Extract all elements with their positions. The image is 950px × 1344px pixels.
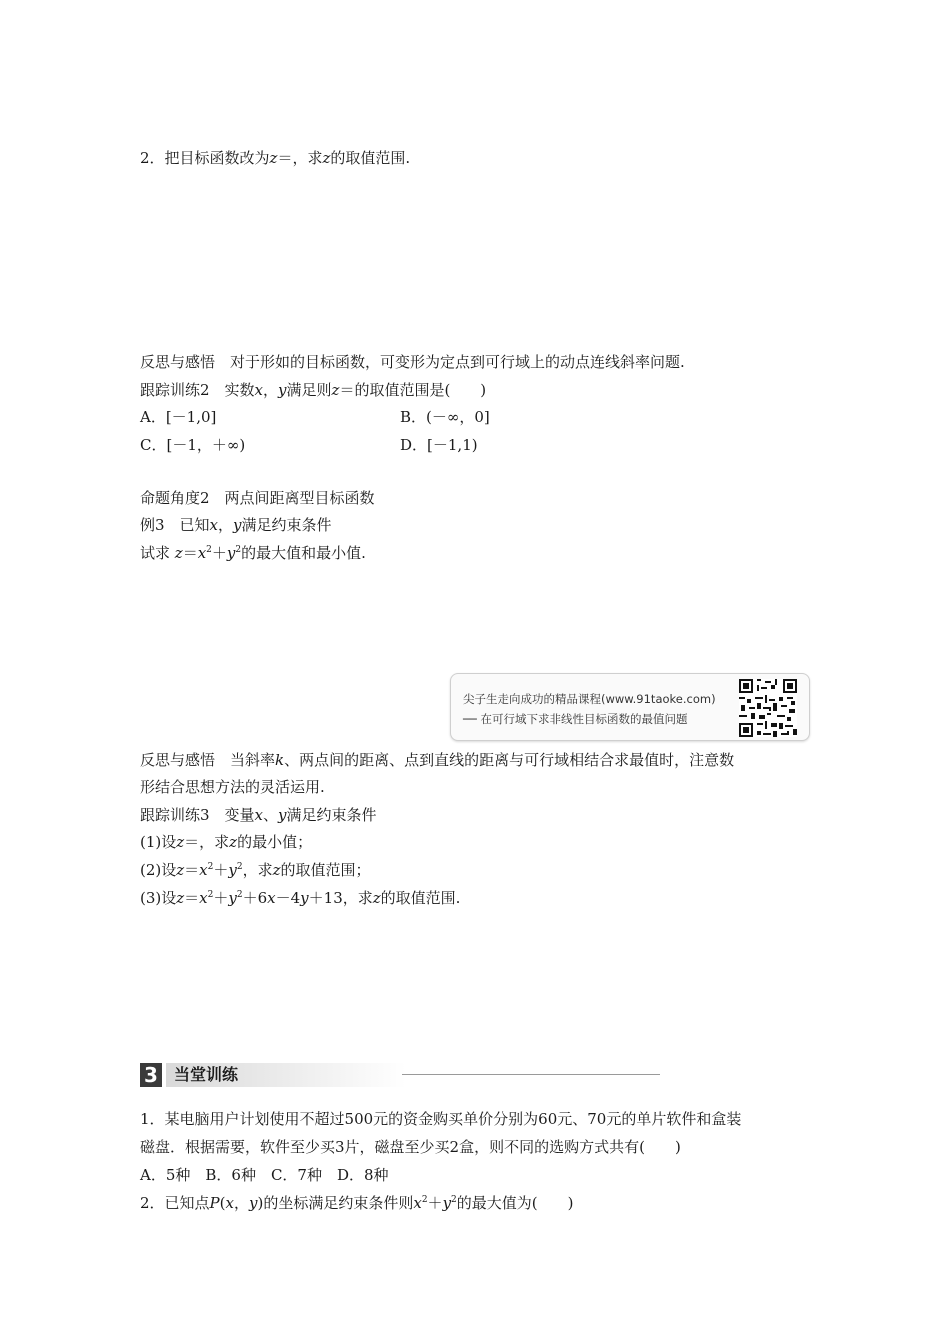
sub2-text: (2)设 <box>140 861 177 879</box>
track2-text: 跟踪训练2 实数 <box>140 381 255 399</box>
exponent: 2 <box>451 1195 457 1205</box>
try3-text: 试求 <box>140 544 175 562</box>
promo-line-2: ── 在可行域下求非线性目标函数的最值问题 <box>463 712 688 726</box>
exponent: 2 <box>207 862 214 872</box>
sub-question-1 <box>140 832 312 852</box>
p2-text: 的最大值为( ) <box>456 1194 574 1212</box>
ex3-text: ， <box>218 516 234 534</box>
var-y: y <box>233 516 242 534</box>
var-z: z <box>229 833 238 851</box>
practice-1-line-1: 1．某电脑用户计划使用不超过500元的资金购买单价分别为60元、70元的单片软件和盒装 <box>140 1110 742 1128</box>
topic-angle-2: 命题角度2 两点间距离型目标函数 <box>140 489 375 507</box>
sub3-text: (3)设 <box>140 889 177 907</box>
practice-1-line-2: 磁盘．根据需要，软件至少买3片，磁盘至少买2盒，则不同的选购方式共有( ) <box>140 1138 681 1156</box>
var-y: y <box>300 889 309 907</box>
reflect2-text: 、两点间的距离、点到直线的距离与可行域相结合求最值时，注意数 <box>284 751 735 769</box>
track2-text: ＝的取值范围是( ) <box>339 381 487 399</box>
reflect2-text: 反思与感悟 当斜率 <box>140 751 276 769</box>
section-divider <box>402 1074 660 1075</box>
sub3-text: ＋ <box>213 889 229 907</box>
q2-text: ＝，求 <box>277 149 323 167</box>
var-z: z <box>272 861 281 879</box>
practice-1-options: A．5种 B．6种 C．7种 D．8种 <box>140 1166 389 1184</box>
exponent: 2 <box>236 862 243 872</box>
p2-text: 2．已知点 <box>140 1194 210 1212</box>
sub1-text: ＝，求 <box>184 833 230 851</box>
p2-text: ， <box>233 1194 249 1212</box>
exponent: 2 <box>236 890 243 900</box>
sub2-text: ＋ <box>213 861 229 879</box>
option-a: A．[－1,0] <box>140 408 217 426</box>
exponent: 2 <box>235 545 242 555</box>
var-x: x <box>225 1194 234 1212</box>
example-3-task <box>140 543 366 563</box>
sub3-text: ＝ <box>184 889 200 907</box>
var-x: x <box>199 861 208 879</box>
try3-text: ＝ <box>182 544 198 562</box>
sub-question-3 <box>140 888 460 908</box>
var-y: y <box>228 889 237 907</box>
var-z: z <box>322 149 331 167</box>
course-promo-banner[interactable] <box>450 673 810 741</box>
tracking-exercise-2 <box>140 380 486 400</box>
track3-text: 满足约束条件 <box>286 806 377 824</box>
sub2-text: ＝ <box>184 861 200 879</box>
sub3-text: ＋6 <box>242 889 268 907</box>
var-x: x <box>199 889 208 907</box>
question-2 <box>140 148 410 168</box>
sub2-text: ，求 <box>242 861 273 879</box>
practice-2 <box>140 1193 574 1213</box>
var-x: x <box>267 889 276 907</box>
reflection-2-line-2: 形结合思想方法的灵活运用. <box>140 778 325 796</box>
var-z: z <box>176 889 185 907</box>
sub1-text: (1)设 <box>140 833 177 851</box>
sub2-text: 的取值范围； <box>280 861 371 879</box>
p2-text: ) <box>257 1194 264 1212</box>
track3-text: 跟踪训练3 变量 <box>140 806 255 824</box>
var-z: z <box>176 861 185 879</box>
tracking-exercise-3 <box>140 805 377 825</box>
sub1-text: 的最小值； <box>237 833 313 851</box>
reflection-1: 反思与感悟 对于形如的目标函数，可变形为定点到可行域上的动点连线斜率问题. <box>140 353 685 371</box>
p2-text: 的坐标满足约束条件则 <box>263 1194 414 1212</box>
qr-code-icon[interactable] <box>739 679 797 737</box>
exponent: 2 <box>421 1195 428 1205</box>
exponent: 2 <box>206 545 212 555</box>
var-y: y <box>228 861 237 879</box>
sub3-text: ＋13，求 <box>308 889 373 907</box>
reflection-2-line-1 <box>140 750 734 770</box>
promo-line-1: 尖子生走向成功的精品课程(www.91taoke.com) <box>463 692 716 706</box>
option-d: D．[－1,1) <box>400 436 478 454</box>
var-z: z <box>269 149 278 167</box>
try3-text: ＋ <box>211 544 227 562</box>
var-x: x <box>197 544 207 562</box>
sub3-text: 的取值范围. <box>380 889 461 907</box>
ex3-text: 例3 已知 <box>140 516 210 534</box>
var-k: k <box>275 751 285 769</box>
p2-text: ( <box>219 1194 226 1212</box>
var-x: x <box>209 516 219 534</box>
var-y: y <box>278 381 287 399</box>
track3-text: 、 <box>263 806 279 824</box>
p2-text: ＋ <box>427 1194 443 1212</box>
exponent: 2 <box>207 890 214 900</box>
q2-text: 的取值范围. <box>330 149 411 167</box>
var-x: x <box>254 381 264 399</box>
var-y: y <box>248 1194 258 1212</box>
sub3-text: －4 <box>275 889 301 907</box>
var-z: z <box>331 381 340 399</box>
var-z: z <box>174 544 183 562</box>
try3-text: 的最大值和最小值. <box>241 544 366 562</box>
section-title: 当堂训练 <box>166 1063 406 1087</box>
var-x: x <box>413 1194 422 1212</box>
var-y: y <box>226 544 236 562</box>
option-c: C．[－1，＋∞) <box>140 436 246 454</box>
var-y: y <box>278 806 287 824</box>
option-b: B．(－∞，0] <box>400 408 490 426</box>
section-number: 3 <box>140 1063 162 1087</box>
var-x: x <box>254 806 264 824</box>
sub-question-2 <box>140 860 371 880</box>
example-3 <box>140 515 332 535</box>
var-p: P <box>209 1194 220 1212</box>
q2-text: 2．把目标函数改为 <box>140 149 270 167</box>
var-z: z <box>176 833 185 851</box>
track2-text: 满足则 <box>286 381 332 399</box>
var-z: z <box>372 889 381 907</box>
track2-text: ， <box>263 381 279 399</box>
section-header <box>140 1063 525 1087</box>
var-y: y <box>442 1194 452 1212</box>
ex3-text: 满足约束条件 <box>241 516 332 534</box>
